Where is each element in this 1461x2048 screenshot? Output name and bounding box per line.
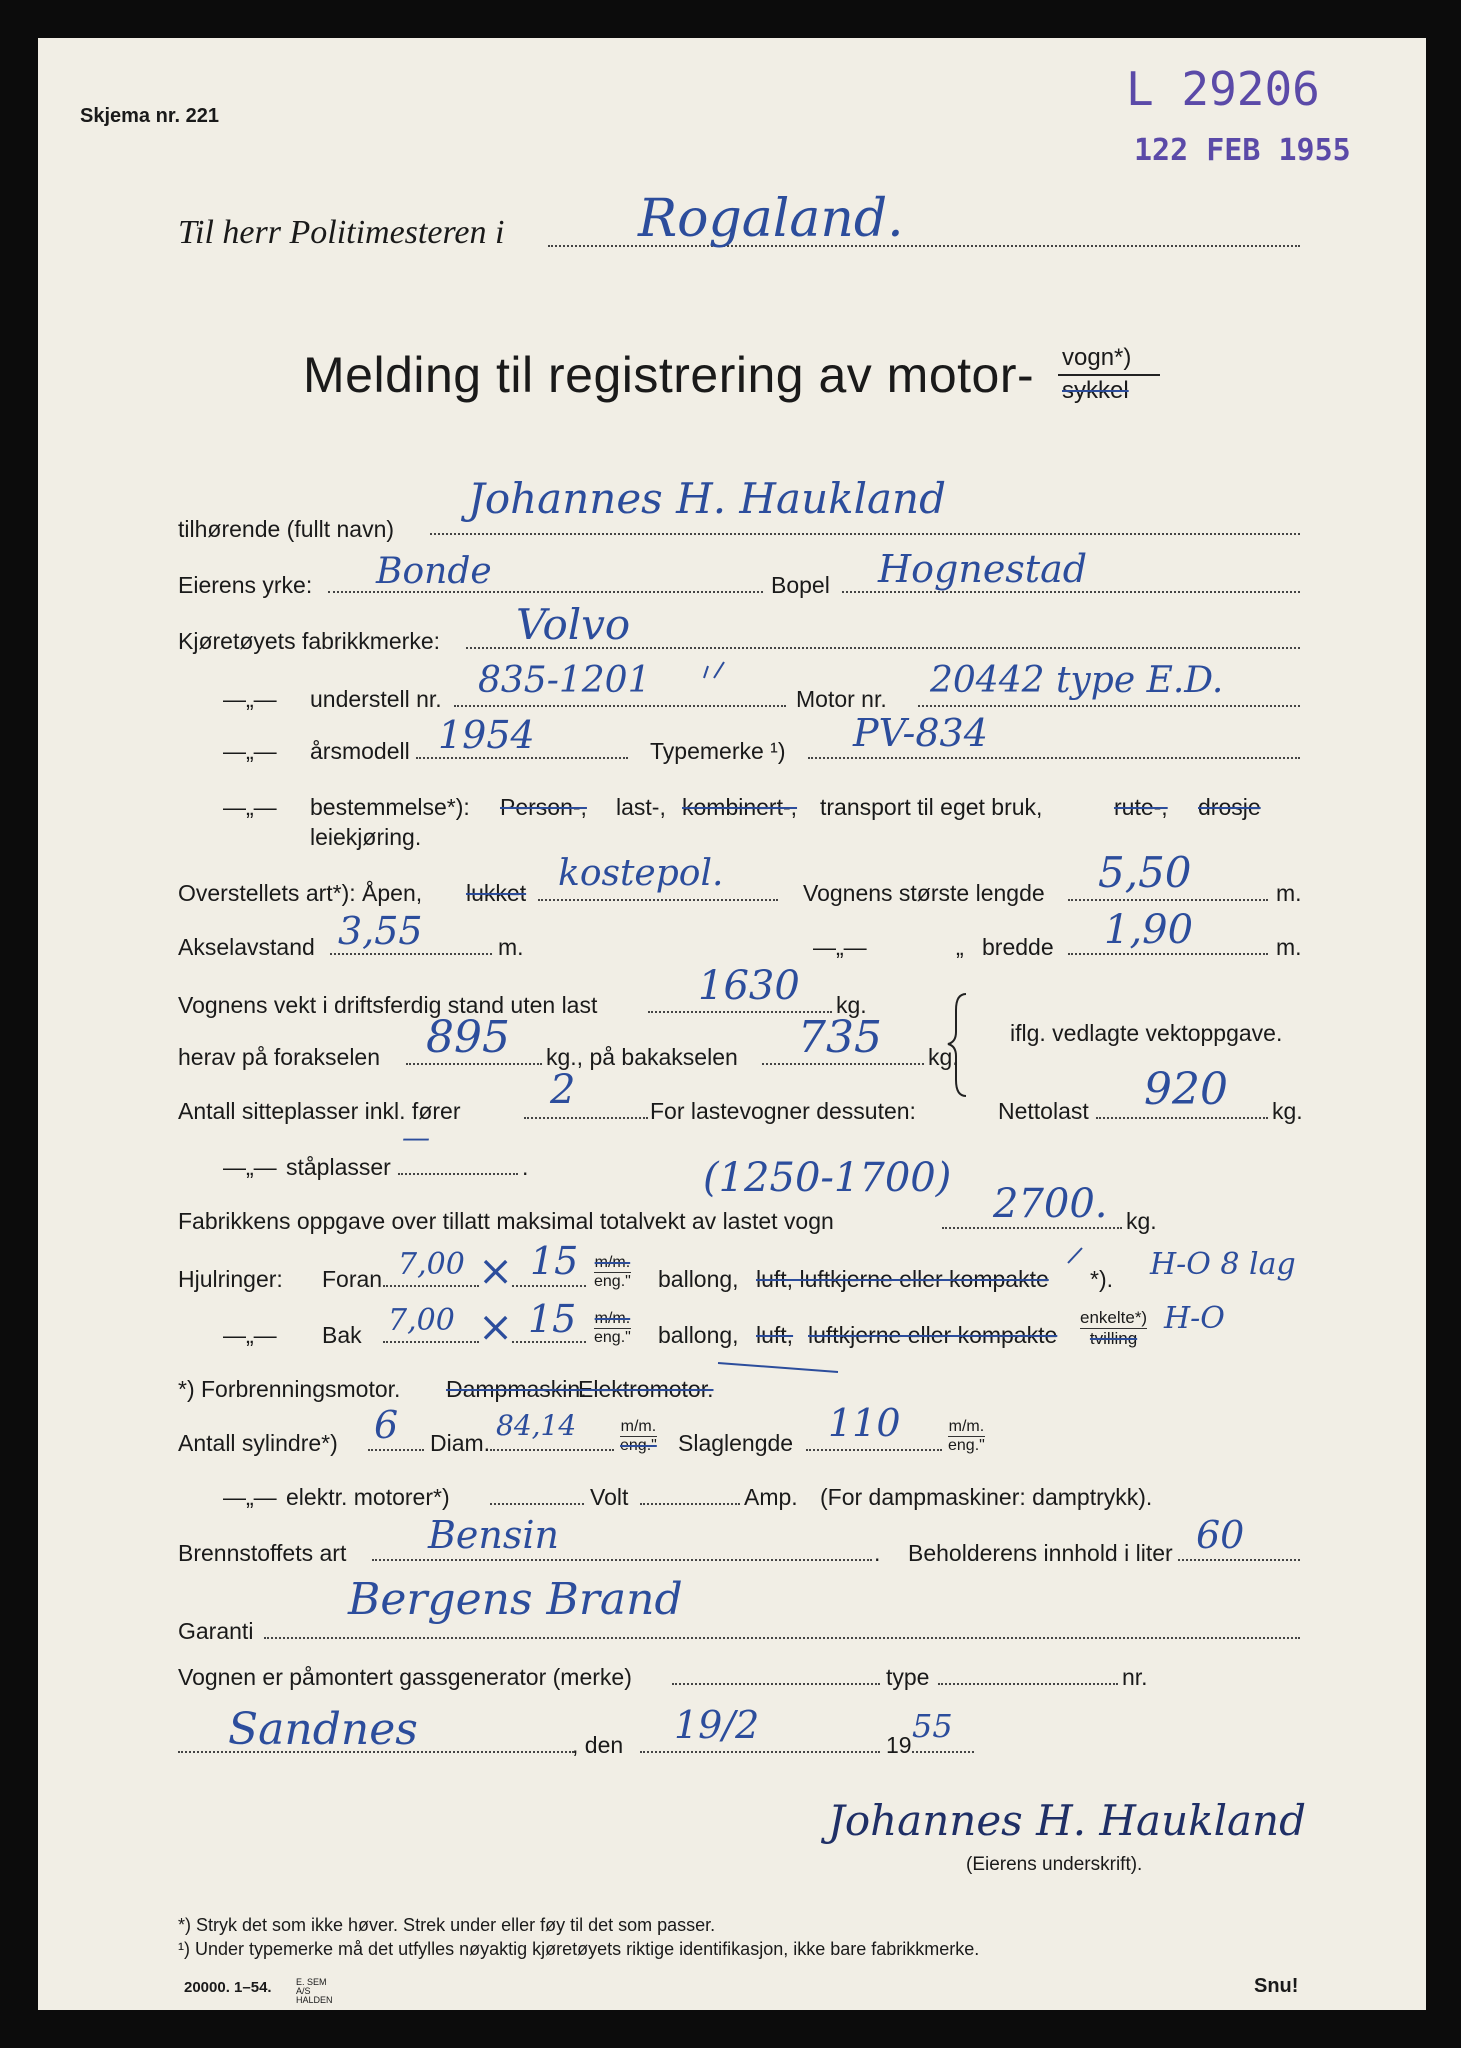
ditto-mark: —„— [223,1322,277,1348]
steam-engine-option: Dampmaskin. [446,1376,587,1402]
rear-tyre-note: H-O [1164,1301,1225,1336]
max-weight-label: Fabrikkens oppgave over tillatt maksimal totalvekt av lastet vogn [178,1208,834,1234]
purpose-last: last-, [616,794,666,820]
wheelbase-value: 3,55 [338,909,423,953]
wheelbase-label: Akselavstand [178,934,315,960]
rear-tyre-rim-value: 15 [528,1297,577,1341]
purpose-rute: rute-, [1114,794,1168,820]
chassis-label: understell nr. [310,686,442,712]
max-length-value: 5,50 [1098,848,1192,897]
max-length-label: Vognens største lengde [803,880,1045,906]
volt-label: Volt [590,1484,629,1510]
footnote-type-mark: ¹) Under typemerke må det utfylles nøyaktig kjøretøyets riktige identifikasjon, ikke bare fabrikkmerke. [178,1939,980,1959]
residence-value: Hognestad [878,547,1088,591]
owner-label: tilhørende (fullt navn) [178,516,395,542]
purpose-transport: transport til eget bruk, [820,794,1043,820]
rear-tyre-label: Bak [322,1322,362,1348]
max-weight-value: 2700. [993,1181,1108,1227]
stroke-value: 110 [828,1401,901,1445]
width-unit: m. [1276,934,1302,960]
turn-over-note: Snu! [1254,1975,1299,1997]
ditto-mark: —„— [813,934,867,960]
rear-luft: luft, [756,1322,794,1348]
front-tyre-unit: $\frac{m/m.}{\text{eng."}}$ [594,1254,631,1291]
gas-generator-label: Vognen er påmontert gassgenerator (merke) [178,1664,632,1690]
tyre-check-mark [1068,1248,1082,1263]
weight-note: iflg. vedlagte vektoppgave. [1010,1020,1283,1046]
seats-label: Antall sitteplasser inkl. fører [178,1098,461,1124]
tyres-label: Hjulringer: [178,1266,283,1292]
diameter-unit: $\frac{m/m.}{\text{eng."}}$ [620,1418,657,1455]
rear-luftkjerne: luftkjerne eller kompakte [808,1322,1058,1348]
fuel-label: Brennstoffets art [178,1540,347,1566]
diameter-value: 84,14 [496,1409,577,1442]
front-tyre-end: *). [1090,1266,1113,1292]
model-year-label: årsmodell [310,738,410,764]
purpose-leiekjoring: leiekjøring. [310,824,422,850]
ditto-mark: —„— [223,1484,277,1510]
standing-value: — [402,1121,430,1154]
type-mark-value: PV-834 [853,711,988,755]
weight-unit: kg. [836,992,867,1018]
front-tyre-rim-value: 15 [530,1239,579,1283]
year-value: 55 [912,1707,953,1745]
weight-value: 1630 [698,963,800,1009]
fuel-period: . [874,1540,881,1566]
wheelbase-unit: m. [498,934,524,960]
addressee-label: Til herr Politimesteren i [178,214,505,251]
engine-strike-line [718,1363,838,1372]
ditto-mark: —„— [223,738,277,764]
rear-tyre-unit: $\frac{m/m.}{\text{eng."}}$ [594,1310,631,1347]
front-tyre-label: Foran [322,1266,383,1292]
model-year-value: 1954 [438,713,535,757]
purpose-kombinert: kombinert-, [682,794,798,820]
title-sykkel: sykkel [1062,377,1129,404]
front-axle-label: herav på forakselen [178,1044,381,1070]
signature-label: (Eierens underskrift). [966,1854,1143,1875]
seats-value: 2 [550,1067,576,1113]
chassis-value: 835-1201 [478,660,651,701]
electric-motor-option: Elektromotor. [578,1376,714,1402]
net-load-unit: kg. [1272,1098,1303,1124]
amp-label: Amp. [744,1484,798,1510]
purpose-person: Person-, [500,794,587,820]
rear-ballong: ballong, [658,1322,739,1348]
steam-pressure-note: (For dampmaskiner: damptrykk). [820,1484,1153,1510]
print-info: 20000. 1–54. [184,1979,272,1996]
body-type-lukket: lukket [466,880,527,906]
el-motors-label: elektr. motorer*) [286,1484,450,1510]
ditto-mark: —„— [223,1154,277,1180]
front-ballong: ballong, [658,1266,739,1292]
police-district-value: Rogaland. [638,189,904,249]
reference-number-stamp: L 29206 [1126,62,1320,116]
front-luft: luft, luftkjerne eller kompakte [756,1266,1049,1292]
width-label: bredde [982,934,1054,960]
ditto-mark: —„— [223,794,277,820]
motor-label: Motor nr. [796,686,887,712]
pen-marks [38,38,1426,2010]
fuel-value: Bensin [428,1513,560,1557]
rear-enkelte-tvilling: $\frac{\text{enkelte*)}}{\text{tvilling}}$ [1080,1308,1148,1348]
max-weight-unit: kg. [1126,1208,1157,1234]
engine-kind-label: *) Forbrenningsmotor. [178,1376,401,1402]
cylinders-label: Antall sylindre*) [178,1430,338,1456]
cylinders-value: 6 [374,1403,399,1447]
make-value: Volvo [516,600,631,649]
type-mark-label: Typemerke ¹) [650,738,786,764]
purpose-label: bestemmelse*): [310,794,470,820]
purpose-drosje: drosje [1198,794,1261,820]
residence-label: Bopel [771,572,830,598]
diameter-label: Diam. [430,1430,491,1456]
year-prefix: 19 [886,1732,912,1758]
tank-value: 60 [1196,1513,1245,1557]
width-value: 1,90 [1104,907,1194,953]
front-tyre-width-value: 7,00 [398,1247,465,1282]
standing-label: ståplasser [286,1154,391,1180]
make-label: Kjøretøyets fabrikkmerke: [178,628,440,654]
standing-period: . [522,1154,529,1180]
net-load-label: Nettolast [998,1098,1089,1124]
rear-tyre-times: × [478,1302,514,1351]
owner-signature: Johannes H. Haukland [828,1796,1306,1845]
occupation-value: Bonde [376,551,492,592]
rear-axle-label: kg., på bakakselen [546,1044,738,1070]
stroke-unit: $\frac{m/m.}{\text{eng."}}$ [948,1418,985,1455]
received-date-stamp: 122 FEB 1955 [1134,133,1351,168]
owner-name-value: Johannes H. Haukland [468,474,946,523]
gas-type-label: type [886,1664,930,1690]
form-title: Melding til registrering av motor- [303,347,1035,403]
title-vogn: vogn*) [1062,344,1132,371]
front-axle-value: 895 [426,1012,510,1063]
date-value: 19/2 [674,1703,760,1747]
schema-number: Skjema nr. 221 [80,105,219,127]
guarantee-label: Garanti [178,1618,254,1644]
tank-label: Beholderens innhold i liter [908,1540,1173,1566]
footnote-strike: *) Stryk det som ikke høver. Strek under eller føy til det som passer. [178,1915,716,1935]
place-value: Sandnes [228,1704,418,1755]
quote-mark: „ [956,934,964,960]
weight-range-note: (1250-1700) [703,1155,952,1201]
gas-nr-label: nr. [1122,1664,1148,1690]
date-prefix: , den [572,1732,624,1758]
occupation-label: Eierens yrke: [178,572,313,598]
max-length-unit: m. [1276,880,1302,906]
front-tyre-note: H-O 8 lag [1150,1247,1296,1282]
registration-form-sheet [38,38,1426,2010]
guarantee-value: Bergens Brand [348,1574,683,1625]
weight-brace [948,994,966,1096]
body-type-value: kostepol. [558,853,724,894]
ditto-mark: —„— [223,686,277,712]
chassis-check-mark [704,662,724,678]
rear-tyre-width-value: 7,00 [388,1303,455,1338]
front-tyre-times: × [478,1246,514,1295]
motor-value: 20442 type E.D. [930,660,1224,701]
body-type-label: Overstellets art*): Åpen, [178,880,423,906]
rear-axle-value: 735 [798,1012,882,1063]
net-load-value: 920 [1144,1064,1228,1115]
truck-note: For lastevogner dessuten: [650,1098,916,1124]
weight-label: Vognens vekt i driftsferdig stand uten last [178,992,598,1018]
stroke-label: Slaglengde [678,1430,794,1456]
printer-mark: E. SEM A/S HALDEN [296,1977,333,2005]
rear-axle-unit: kg. [928,1044,959,1070]
